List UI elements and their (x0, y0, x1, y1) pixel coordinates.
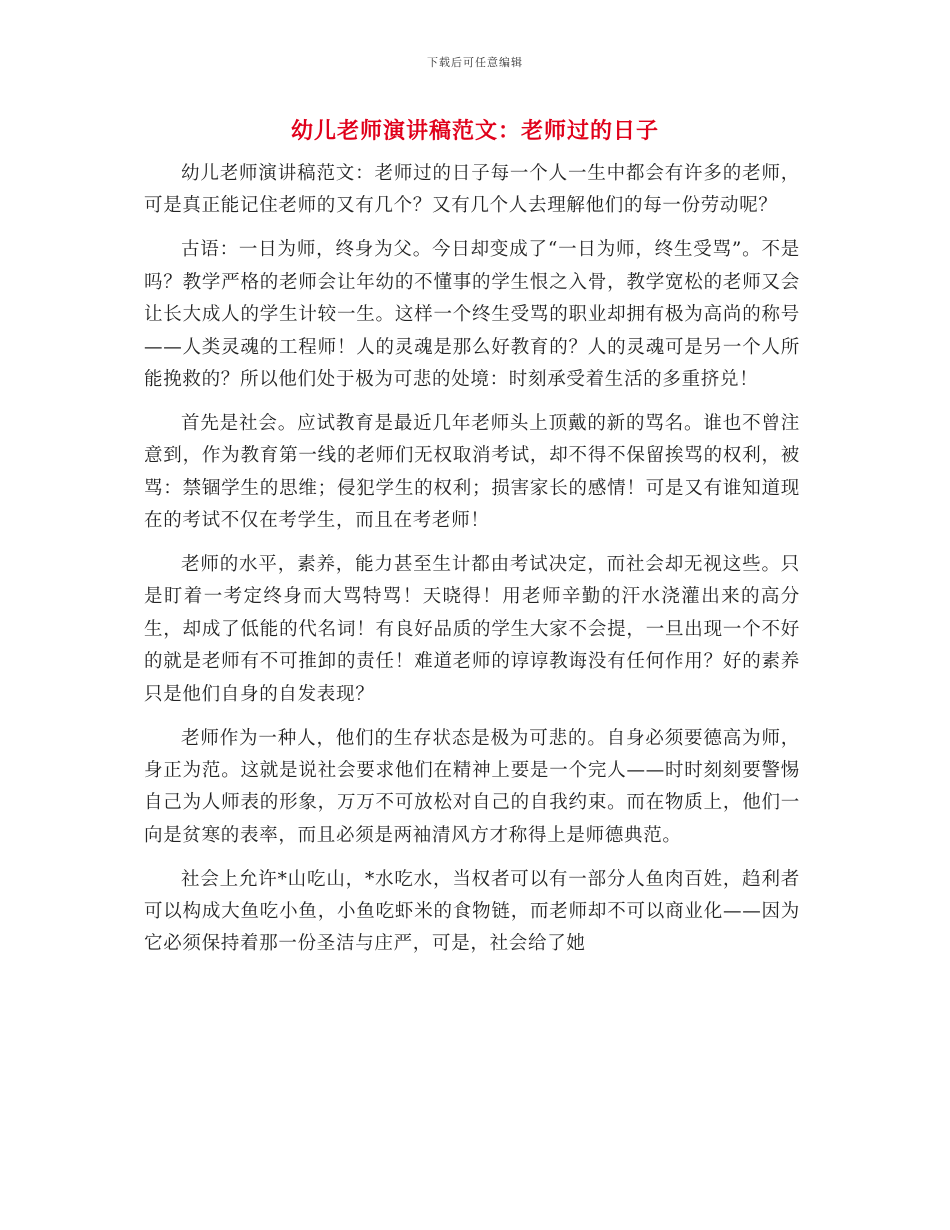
paragraph: 社会上允许*山吃山，*水吃水，当权者可以有一部分人鱼肉百姓，趋利者可以构成大鱼吃小鱼，小鱼吃虾米的食物链，而老师却不可以商业化——因为它必须保持着那一份圣洁与庄严，可是，社会给了她 (144, 868, 800, 955)
paragraph: 首先是社会。应试教育是最近几年老师头上顶戴的新的骂名。谁也不曾注意到，作为教育第一线的老师们无权取消考试，却不得不保留挨骂的权利，被骂：禁锢学生的思维；侵犯学生的权利；损害家长的感情！可是又有谁知道现在的考试不仅在考学生，而且在考老师！ (144, 412, 800, 532)
document-title: 幼儿老师演讲稿范文：老师过的日子 (290, 118, 659, 144)
paragraph: 老师作为一种人，他们的生存状态是极为可悲的。自身必须要德高为师，身正为范。这就是说社会要求他们在精神上要是一个完人——时时刻刻要警惕自己为人师表的形象，万万不可放松对自己的自我约束。而在物质上，他们一向是贫寒的表率，而且必须是两袖清风方才称得上是师德典范。 (144, 727, 800, 846)
document-body (144, 158, 800, 972)
paragraph: 老师的水平，素养，能力甚至生计都由考试决定，而社会却无视这些。只是盯着一考定终身而大骂特骂！天晓得！用老师辛勤的汗水浇灌出来的高分生，却成了低能的代名词！有良好品质的学生大家不会提，一旦出现一个不好的就是老师有不可推卸的责任！难道老师的谆谆教诲没有任何作用？好的素养只是他们自身的自发表现？ (144, 553, 800, 705)
paragraph: 幼儿老师演讲稿范文：老师过的日子每一个人一生中都会有许多的老师，可是真正能记住老师的又有几个？又有几个人去理解他们的每一份劳动呢？ (144, 163, 800, 217)
header-note: 下载后可任意编辑 (427, 56, 523, 69)
paragraph: 古语：一日为师，终身为父。今日却变成了“一日为师，终生受骂”。不是吗？教学严格的老师会让年幼的不懂事的学生恨之入骨，教学宽松的老师又会让长大成人的学生计较一生。这样一个终生受骂的职业却拥有极为高尚的称号——人类灵魂的工程师！人的灵魂是那么好教育的？人的灵魂可是另一个人所能挽救的？所以他们处于极为可悲的处境：时刻承受着生活的多重挤兑！ (144, 239, 800, 390)
